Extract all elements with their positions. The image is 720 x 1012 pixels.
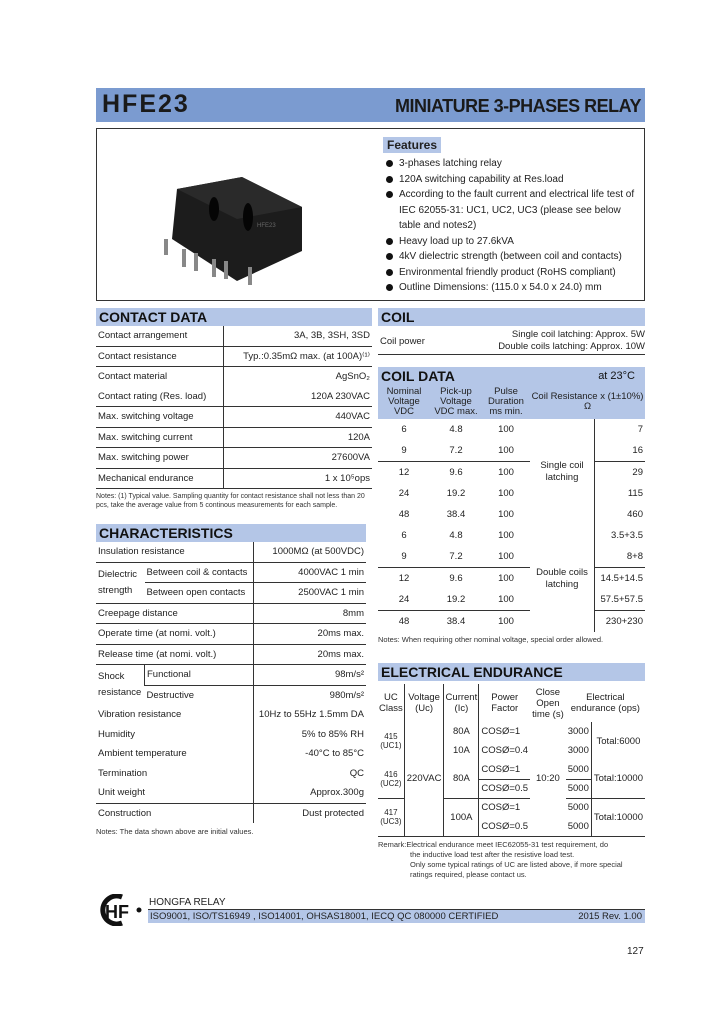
table-row: Shock resistance Functional 98m/s² <box>96 665 366 686</box>
table-row <box>378 546 645 568</box>
group-double-coils: Double coils latching <box>536 566 588 590</box>
contact-label: Max. switching voltage <box>98 411 194 423</box>
coil-cell: 4.8 <box>449 530 463 541</box>
bullet-icon <box>386 269 393 276</box>
coil-power-row <box>378 326 645 355</box>
table-row <box>96 468 372 489</box>
feature-item: Outline Dimensions: (115.0 x 54.0 x 24.0) mm <box>383 280 645 296</box>
table-row <box>96 407 372 428</box>
table-row: 416 (UC2) 80A COSØ=1 5000 Total:10000 <box>378 760 645 779</box>
coil-resistance: 16 <box>595 440 646 462</box>
coil-resistance: 14.5+14.5 <box>595 568 646 590</box>
coil-cell: 100 <box>498 424 514 435</box>
table-row <box>378 611 645 633</box>
certifications: ISO9001, ISO/TS16949 , ISO14001, OHSAS18001, IECQ QC 080000 CERTIFIED <box>150 911 499 922</box>
contact-notes: Notes: (1) Typical value. Sampling quantity for contact resistance shall not less than 20 pcs, take the average value from 5 continous measurements for each sample. <box>96 493 365 509</box>
coil-cell: 38.4 <box>446 616 466 627</box>
contact-label: Contact resistance <box>98 350 177 362</box>
bullet-icon <box>386 160 393 167</box>
contact-label: Mechanical endurance <box>98 472 194 484</box>
bullet-icon <box>386 253 393 260</box>
table-row <box>378 504 645 525</box>
contact-value: 120A 230VAC <box>223 387 372 407</box>
characteristics-heading: CHARACTERISTICS <box>96 524 366 542</box>
endurance-remark: Remark:Electrical endurance meet IEC62055-31 test requirement, do the inductive load test after the resistive load test. Only some typical ratings of UC are listed above, if more special ratings required, please contact us. <box>378 839 623 879</box>
table-row: Unit weight Approx.300g <box>96 783 366 803</box>
coil-cell: 100 <box>498 530 514 541</box>
relay-product-image <box>152 169 322 289</box>
coil-resistance: 230+230 <box>595 611 646 633</box>
characteristics-section <box>96 524 366 836</box>
coil-power-single: Single coil latching: Approx. 5W <box>511 329 645 340</box>
table-row <box>378 440 645 462</box>
contact-data-heading: CONTACT DATA <box>96 308 372 326</box>
table-row: 417 (UC3) 100A COSØ=1 5000 Total:10000 <box>378 798 645 817</box>
table-row <box>96 427 372 448</box>
coil-resistance: 115 <box>595 483 646 504</box>
coil-cell: 100 <box>482 440 530 462</box>
table-header-row: UC Class Voltage (Uc) Current (Ic) Power Factor Close Open time (s) Electrical endurance (ops) <box>378 684 645 722</box>
coil-data-section <box>378 367 645 644</box>
table-row: Dielectric strength Between coil & contacts 4000VAC 1 min <box>96 562 366 583</box>
contact-value: 3A, 3B, 3SH, 3SD <box>223 326 372 346</box>
feature-item: According to the fault current and electrical life test of IEC 62055-31: UC1, UC2, UC3 (please see below table and notes2) <box>383 187 645 234</box>
contact-value: 440VAC <box>223 407 372 428</box>
table-row <box>378 419 645 440</box>
table-row: Operate time (at nomi. volt.) 20ms max. <box>96 624 366 645</box>
table-row: Termination QC <box>96 764 366 784</box>
coil-cell: 19.2 <box>430 589 482 611</box>
coil-resistance: 3.5+3.5 <box>595 525 646 546</box>
contact-value: 1 x 10⁵ops <box>223 468 372 489</box>
coil-section <box>378 308 645 355</box>
table-row <box>96 387 372 407</box>
table-row <box>96 448 372 469</box>
coil-cell: 9 <box>378 546 430 568</box>
coil-cell: 19.2 <box>446 488 466 499</box>
revision: 2015 Rev. 1.00 <box>578 911 642 922</box>
coil-cell: 38.4 <box>446 509 466 520</box>
coil-cell: 9.6 <box>449 467 463 478</box>
coil-cell: 24 <box>378 589 430 611</box>
bullet-icon <box>386 238 393 245</box>
coil-cell: 9.6 <box>449 573 463 584</box>
contact-label: Contact rating (Res. load) <box>98 390 207 402</box>
electrical-endurance-section <box>378 663 645 880</box>
group-single-coil: Single coil latching <box>540 460 584 483</box>
coil-data-notes: Notes: When requiring other nominal voltage, special order allowed. <box>378 635 604 644</box>
coil-data-table <box>378 385 645 632</box>
title-bar <box>96 88 645 122</box>
coil-cell: 48 <box>398 616 410 627</box>
coil-cell: 24 <box>398 488 410 499</box>
contact-data-section <box>96 308 372 510</box>
contact-label: Max. switching current <box>98 431 193 443</box>
hongfa-logo <box>96 894 146 926</box>
table-row: Construction Dust protected <box>96 803 366 823</box>
coil-cell: 100 <box>482 589 530 611</box>
coil-cell: 100 <box>498 573 514 584</box>
coil-resistance: 460 <box>595 504 646 525</box>
coil-cell: 100 <box>498 509 514 520</box>
feature-item: 120A switching capability at Res.load <box>383 172 645 188</box>
hongfa-logo-icon <box>96 894 146 926</box>
coil-data-temperature: at 23°C <box>598 370 635 382</box>
contact-value: AgSnO₂ <box>223 367 372 387</box>
table-row: Humidity 5% to 85% RH <box>96 725 366 745</box>
characteristics-table <box>96 542 366 823</box>
features-title: Features <box>383 137 441 153</box>
contact-label: Contact material <box>98 371 168 383</box>
coil-cell: 4.8 <box>449 424 463 435</box>
feature-item: Environmental friendly product (RoHS compliant) <box>383 265 645 281</box>
coil-cell: 6 <box>401 530 407 541</box>
table-row: Release time (at nomi. volt.) 20ms max. <box>96 644 366 665</box>
coil-power-double: Double coils latching: Approx. 10W <box>498 341 645 352</box>
model-name: HFE23 <box>102 90 190 118</box>
table-row: Vibration resistance 10Hz to 55Hz 1.5mm DA <box>96 705 366 725</box>
endurance-heading: ELECTRICAL ENDURANCE <box>378 663 645 681</box>
table-row <box>378 462 645 484</box>
coil-resistance: 57.5+57.5 <box>595 589 646 611</box>
table-row <box>378 483 645 504</box>
product-subtitle: MINIATURE 3-PHASES RELAY <box>394 96 641 116</box>
coil-cell: 9 <box>378 440 430 462</box>
coil-cell: 7.2 <box>430 440 482 462</box>
bullet-icon <box>386 176 393 183</box>
table-row: COSØ=0.5 5000 <box>378 779 645 798</box>
coil-cell: 100 <box>482 546 530 568</box>
bullet-icon <box>386 191 393 198</box>
feature-item: Heavy load up to 27.6kVA <box>383 234 645 250</box>
coil-cell: 12 <box>398 467 410 478</box>
company-name: HONGFA RELAY <box>149 897 226 908</box>
feature-item: 3-phases latching relay <box>383 156 645 172</box>
coil-resistance: 29 <box>595 462 646 484</box>
table-row <box>378 568 645 590</box>
coil-cell: 100 <box>498 467 514 478</box>
table-row <box>378 525 645 546</box>
coil-cell: 12 <box>398 573 410 584</box>
table-row: Destructive 980m/s² <box>96 685 366 705</box>
table-header-row: Nominal Voltage VDC Pick-up Voltage VDC max. Pulse Duration ms min. Coil Resistance x (1±10%) Ω <box>378 385 645 419</box>
contact-value: 27600VA <box>223 448 372 469</box>
coil-cell: 6 <box>401 424 407 435</box>
table-row <box>378 589 645 611</box>
coil-cell: 100 <box>498 616 514 627</box>
coil-cell: 7.2 <box>430 546 482 568</box>
table-row: Ambient temperature -40°C to 85°C <box>96 744 366 764</box>
table-row: Insulation resistance 1000MΩ (at 500VDC) <box>96 542 366 562</box>
bullet-icon <box>386 284 393 291</box>
table-row: COSØ=0.5 5000 <box>378 817 645 836</box>
contact-value: 120A <box>223 427 372 448</box>
features-list <box>383 137 645 296</box>
feature-item: 4kV dielectric strength (between coil and contacts) <box>383 249 645 265</box>
table-row <box>96 326 372 346</box>
coil-cell: 100 <box>498 488 514 499</box>
contact-value: Typ.:0.35mΩ max. (at 100A)⁽¹⁾ <box>223 346 372 367</box>
coil-data-heading: COIL DATA at 23°C <box>378 367 645 385</box>
table-row <box>96 367 372 387</box>
svg-text:HFE23: HFE23 <box>257 223 276 229</box>
coil-resistance: 8+8 <box>595 546 646 568</box>
contact-label: Max. switching power <box>98 452 189 464</box>
coil-power-label: Coil power <box>380 336 425 347</box>
contact-data-table <box>96 326 372 489</box>
coil-heading: COIL <box>378 308 645 326</box>
table-row: Creepage distance 8mm <box>96 603 366 624</box>
certification-bar <box>148 909 645 923</box>
characteristics-notes: Notes: The data shown above are initial values. <box>96 827 254 836</box>
endurance-table <box>378 684 645 837</box>
table-row: 415 (UC1) 220VAC 80A COSØ=1 10:20 3000 Total:6000 <box>378 722 645 741</box>
product-overview-box <box>96 128 645 301</box>
table-row: Between open contacts 2500VAC 1 min <box>96 583 366 604</box>
svg-text:HF: HF <box>105 902 129 922</box>
coil-cell: 48 <box>398 509 410 520</box>
page-number: 127 <box>627 946 644 957</box>
coil-resistance: 7 <box>595 419 646 440</box>
table-row <box>96 346 372 367</box>
table-row: 10A COSØ=0.4 3000 <box>378 741 645 760</box>
contact-label: Contact arrangement <box>98 330 188 342</box>
